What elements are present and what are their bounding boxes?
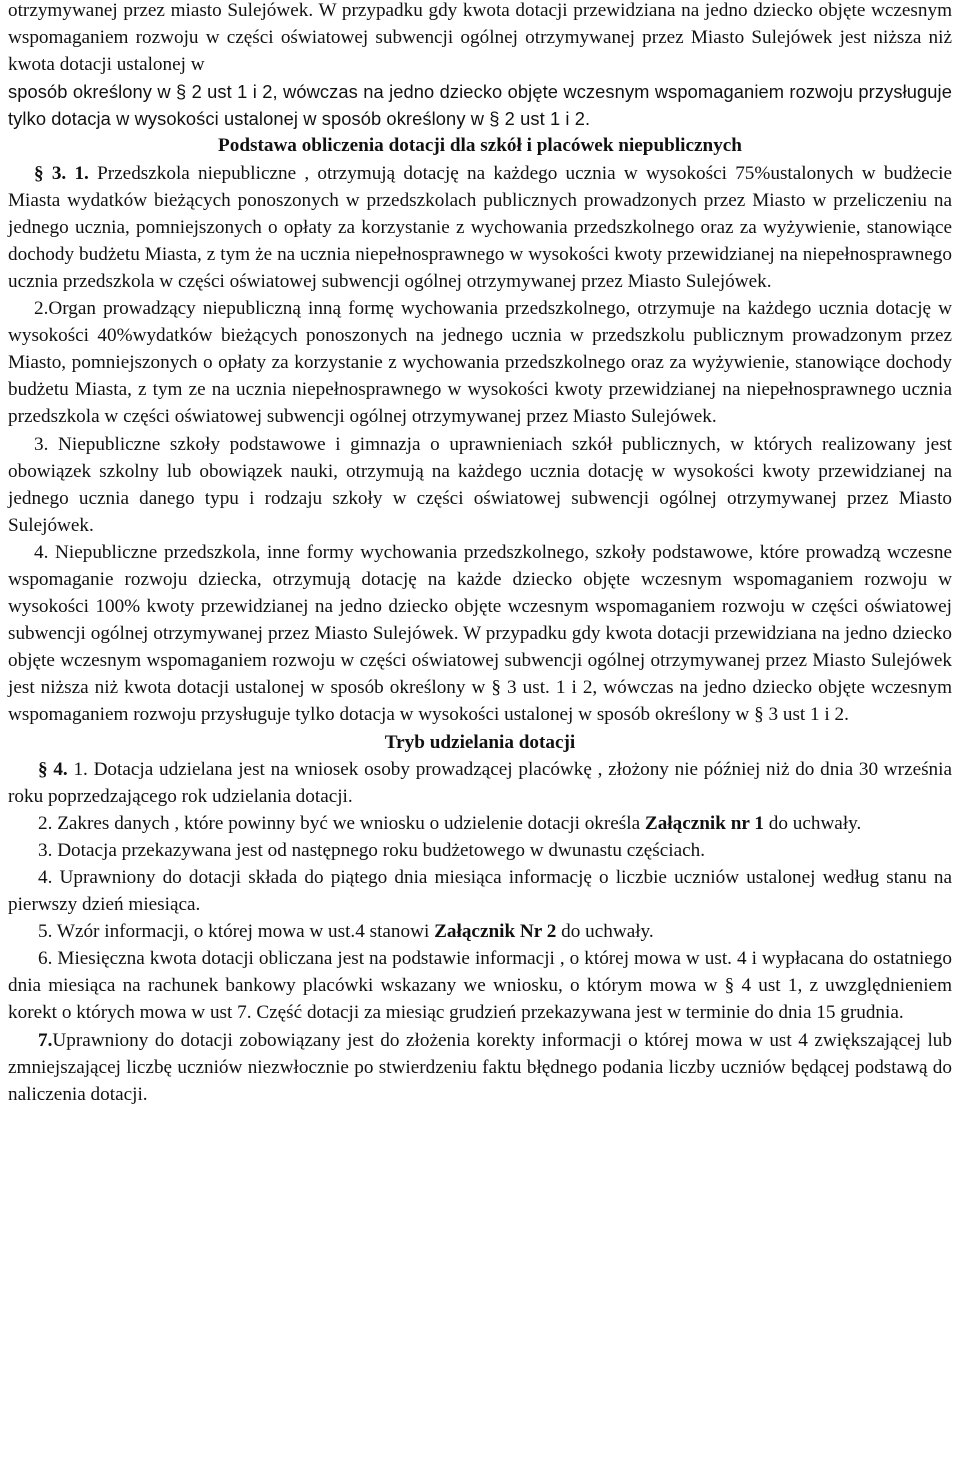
section-4-text-5-tail: do uchwały.	[556, 921, 654, 943]
section-4-text-2-tail: do uchwały.	[763, 812, 862, 834]
section-4-text-5: 5. Wzór informacji, o której mowa w ust.4 stanowi	[38, 921, 435, 943]
section-4-paragraph-5	[8, 918, 952, 945]
section-heading-nonpublic: Podstawa obliczenia dotacji dla szkół i placówek niepublicznych	[218, 135, 742, 157]
section-heading-mode: Tryb udzielania dotacji	[384, 731, 576, 753]
attachment-2-reference: Załącznik Nr 2	[434, 921, 557, 943]
section-4-paragraph-3: 3. Dotacja przekazywana jest od następnego roku budżetowego w dwunastu częściach.	[38, 839, 706, 861]
section-4-paragraph-4: 4. Uprawniony do dotacji składa do piątego dnia miesiąca informację o liczbie uczniów ustalonej według stanu na pierwszy dzień miesiąca.	[8, 867, 952, 916]
section-4-text-1: 1. Dotacja udzielana jest na wniosek osoby prowadzącej placówkę , złożony nie później niż do dnia 30 września roku poprzedzającego rok udzielania dotacji.	[8, 758, 952, 807]
intro-paragraph-continued: sposób określony w § 2 ust 1 i 2, wówczas na jedno dziecko objęte wczesnym wspomaganiem rozwoju przysługuje tylko dotacja w wysokości ustalonej w sposób określony w § 2 ust 1 i 2.	[8, 81, 952, 130]
intro-paragraph: otrzymywanej przez miasto Sulejówek. W przypadku gdy kwota dotacji przewidziana na jedno dziecko objęte wczesnym wspomaganiem rozwoju w części oświatowej subwencji ogólnej otrzymywanej przez Miasto Sulejówek jest niższa niż kwota dotacji ustalonej w	[8, 0, 952, 76]
section-3-paragraph-2: 2.Organ prowadzący niepubliczną inną formę wychowania przedszkolnego, otrzymuje na każdego ucznia dotację w wysokości 40%wydatków bieżących ponoszonych na jednego ucznia w przedszkolu publicznym prowadzonym przez Miasto, pomniejszonych o opłaty za korzystanie z wychowania przedszkolnego oraz za wyżywienie, stanowiące dochody budżetu Miasta, z tym ze na ucznia niepełnosprawnego w wysokości kwoty przewidzianej na niepełnosprawnego ucznia przedszkola w części oświatowej subwencji ogólnej otrzymywanej przez Miasto Sulejówek.	[8, 298, 952, 428]
section-4-marker: § 4.	[38, 758, 68, 780]
section-4-paragraph-6: 6. Miesięczna kwota dotacji obliczana jest na podstawie informacji , o której mowa w ust. 4 i wypłacana do ostatniego dnia miesiąca na rachunek bankowy placówki wskazany we wniosku, o którym mowa w § 4 ust 1, z uwzględnieniem korekt o których mowa w ust 7. Część dotacji za miesiąc grudzień przekazywana jest w terminie do dnia 15 grudnia.	[8, 948, 952, 1024]
section-4-text-7: Uprawniony do dotacji zobowiązany jest do złożenia korekty informacji o której mowa w ust 4 zwiększającej lub zmniejszającej liczbę uczniów niezwłocznie po stwierdzeniu faktu błędnego podania liczby uczniów będącej podstawą do naliczenia dotacji.	[8, 1029, 952, 1105]
section-4-paragraph-2	[8, 810, 952, 837]
section-4-item-7-marker: 7.	[38, 1029, 53, 1051]
section-4-text-2: 2. Zakres danych , które powinny być we wniosku o udzielenie dotacji określa	[38, 812, 645, 834]
section-3-paragraph-3: 3. Niepubliczne szkoły podstawowe i gimnazja o uprawnieniach szkół publicznych, w których realizowany jest obowiązek szkolny lub obowiązek nauki, otrzymują na każdego ucznia dotację w wysokości kwoty przewidzianej na jednego ucznia danego typu i rodzaju szkoły w części oświatowej subwencji ogólnej otrzymywanej przez Miasto Sulejówek.	[8, 433, 952, 536]
section-3-text-1: Przedszkola niepubliczne , otrzymują dotację na każdego ucznia w wysokości 75%ustalonych w budżecie Miasta wydatków bieżących ponoszonych w przedszkolach publicznych prowadzonych przez Miasto w przeliczeniu na jednego ucznia, pomniejszonych o opłaty za korzystanie z wychowania przedszkolnego oraz za wyżywienie, stanowiące dochody budżetu Miasta, z tym że na ucznia niepełnosprawnego w wysokości kwoty przewidzianej na niepełnosprawnego ucznia przedszkola w części oświatowej subwencji ogólnej otrzymywanej przez Miasto Sulejówek.	[8, 162, 953, 292]
attachment-1-reference: Załącznik nr 1	[644, 812, 764, 834]
section-4-paragraph-1	[8, 756, 952, 810]
section-3-paragraph-1	[8, 160, 952, 295]
section-3-marker: § 3. 1.	[34, 162, 89, 184]
section-3-paragraph-4: 4. Niepubliczne przedszkola, inne formy wychowania przedszkolnego, szkoły podstawowe, które prowadzą wczesne wspomaganie rozwoju dziecka, otrzymują dotację na każde dziecko objęte wczesnym wspomaganiem rozwoju w wysokości 100% kwoty przewidzianej na jedno dziecko objęte wczesnym wspomaganiem rozwoju w części oświatowej subwencji ogólnej otrzymywanej przez Miasto Sulejówek. W przypadku gdy kwota dotacji przewidziana na jedno dziecko objęte wczesnym wspomaganiem rozwoju w części oświatowej subwencji ogólnej otrzymywanej przez Miasto Sulejówek jest niższa niż kwota dotacji ustalonej w sposób określony w § 3 ust. 1 i 2, wówczas na jedno dziecko objęte wczesnym wspomaganiem rozwoju przysługuje tylko dotacja w wysokości ustalonej w sposób określony w § 3 ust 1 i 2.	[8, 541, 952, 726]
section-4-paragraph-7	[8, 1027, 952, 1108]
